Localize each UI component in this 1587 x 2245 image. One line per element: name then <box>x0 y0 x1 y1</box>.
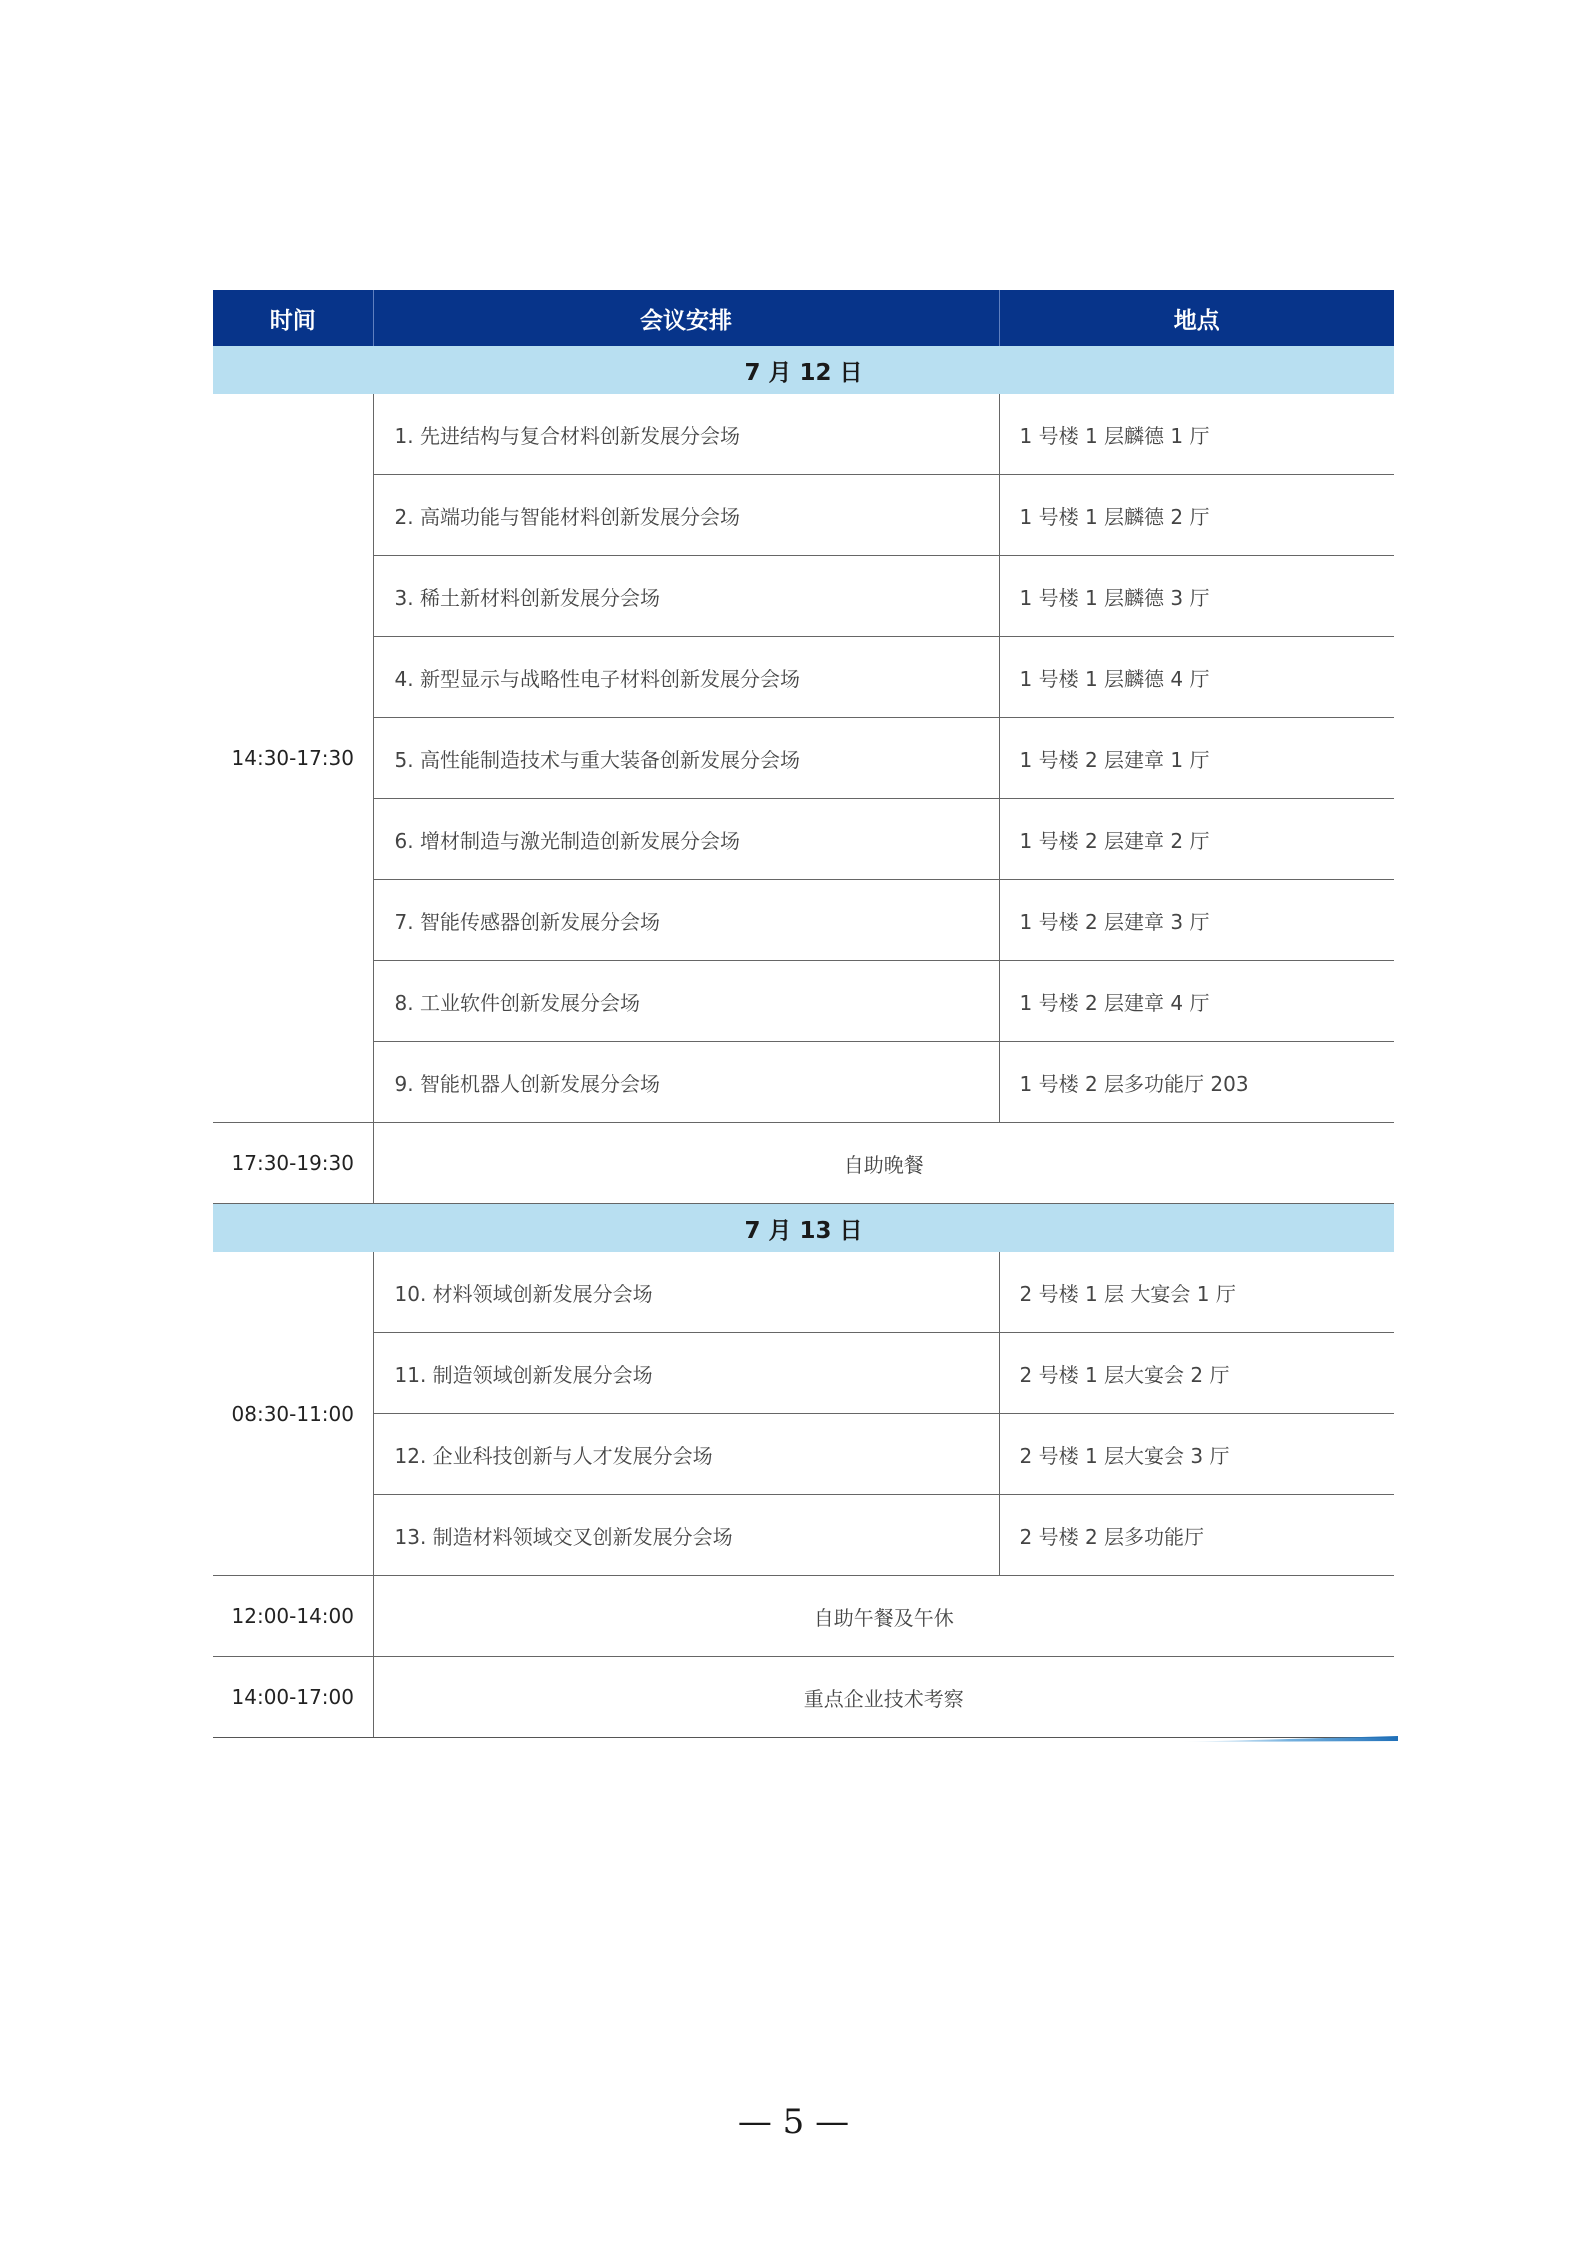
table-row <box>213 1252 1394 1333</box>
session-name: 13. 制造材料领域交叉创新发展分会场 <box>373 1495 999 1576</box>
session-venue: 1 号楼 1 层麟德 1 厅 <box>999 394 1394 475</box>
session-venue: 2 号楼 1 层大宴会 2 厅 <box>999 1333 1394 1414</box>
decorative-accent-stroke <box>1180 1734 1398 1744</box>
date-label: 7 月 12 日 <box>213 346 1394 394</box>
session-venue: 1 号楼 2 层建章 2 厅 <box>999 799 1394 880</box>
activity: 重点企业技术考察 <box>373 1657 1394 1738</box>
table-row <box>213 637 1394 718</box>
session-venue: 2 号楼 1 层 大宴会 1 厅 <box>999 1252 1394 1333</box>
session-venue: 1 号楼 2 层建章 4 厅 <box>999 961 1394 1042</box>
header-venue: 地点 <box>999 290 1394 346</box>
table-row <box>213 1495 1394 1576</box>
table-row <box>213 556 1394 637</box>
table-row <box>213 394 1394 475</box>
header-time: 时间 <box>213 290 373 346</box>
activity: 自助午餐及午休 <box>373 1576 1394 1657</box>
activity: 自助晚餐 <box>373 1123 1394 1204</box>
table-row <box>213 718 1394 799</box>
table-row <box>213 1657 1394 1738</box>
table-row <box>213 1576 1394 1657</box>
session-name: 4. 新型显示与战略性电子材料创新发展分会场 <box>373 637 999 718</box>
session-name: 11. 制造领域创新发展分会场 <box>373 1333 999 1414</box>
header-agenda: 会议安排 <box>373 290 999 346</box>
date-row <box>213 1204 1394 1253</box>
session-name: 2. 高端功能与智能材料创新发展分会场 <box>373 475 999 556</box>
session-venue: 1 号楼 2 层建章 1 厅 <box>999 718 1394 799</box>
table-row <box>213 1333 1394 1414</box>
session-name: 5. 高性能制造技术与重大装备创新发展分会场 <box>373 718 999 799</box>
table-row <box>213 1042 1394 1123</box>
session-name: 3. 稀土新材料创新发展分会场 <box>373 556 999 637</box>
session-venue: 2 号楼 2 层多功能厅 <box>999 1495 1394 1576</box>
session-name: 8. 工业软件创新发展分会场 <box>373 961 999 1042</box>
session-venue: 1 号楼 1 层麟德 2 厅 <box>999 475 1394 556</box>
session-venue: 1 号楼 2 层建章 3 厅 <box>999 880 1394 961</box>
table-row <box>213 880 1394 961</box>
table-row <box>213 799 1394 880</box>
session-name: 12. 企业科技创新与人才发展分会场 <box>373 1414 999 1495</box>
time-slot: 08:30-11:00 <box>213 1252 373 1576</box>
table-row <box>213 1414 1394 1495</box>
time-slot: 14:30-17:30 <box>213 394 373 1123</box>
session-name: 9. 智能机器人创新发展分会场 <box>373 1042 999 1123</box>
time-slot: 14:00-17:00 <box>213 1657 373 1738</box>
page-number: — 5 — <box>737 2102 850 2142</box>
time-slot: 12:00-14:00 <box>213 1576 373 1657</box>
time-slot: 17:30-19:30 <box>213 1123 373 1204</box>
session-venue: 1 号楼 2 层多功能厅 203 <box>999 1042 1394 1123</box>
date-label: 7 月 13 日 <box>213 1204 1394 1253</box>
session-name: 10. 材料领域创新发展分会场 <box>373 1252 999 1333</box>
session-name: 7. 智能传感器创新发展分会场 <box>373 880 999 961</box>
session-venue: 2 号楼 1 层大宴会 3 厅 <box>999 1414 1394 1495</box>
schedule-table <box>213 290 1394 1738</box>
table-row <box>213 961 1394 1042</box>
session-venue: 1 号楼 1 层麟德 3 厅 <box>999 556 1394 637</box>
session-venue: 1 号楼 1 层麟德 4 厅 <box>999 637 1394 718</box>
table-header-row <box>213 290 1394 346</box>
session-name: 6. 增材制造与激光制造创新发展分会场 <box>373 799 999 880</box>
date-row <box>213 346 1394 394</box>
table-row <box>213 475 1394 556</box>
session-name: 1. 先进结构与复合材料创新发展分会场 <box>373 394 999 475</box>
table-row <box>213 1123 1394 1204</box>
